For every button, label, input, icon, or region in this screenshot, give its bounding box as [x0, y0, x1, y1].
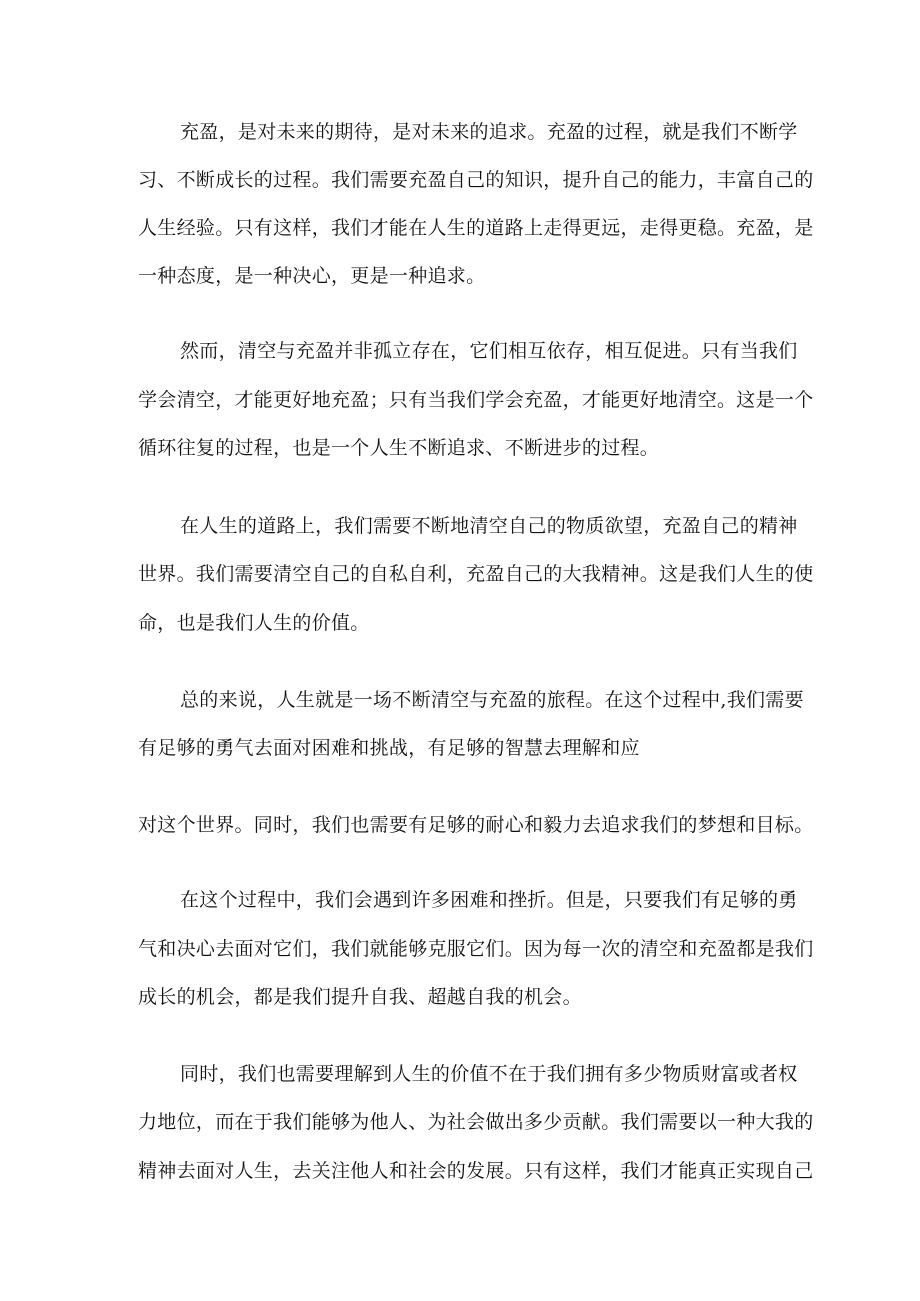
paragraph-2-line-1: 然而，清空与充盈并非孤立存在，它们相互依存，相互促进。只有当我们: [180, 340, 798, 362]
paragraph-4-line-1: 总的来说，人生就是一场不断清空与充盈的旅程。在这个过程中,我们需要: [180, 689, 804, 711]
paragraph-6-line-3: 成长的机会，都是我们提升自我、超越自我的机会。: [138, 986, 582, 1008]
paragraph-2-line-3: 循环往复的过程，也是一个人生不断追求、不断进步的过程。: [138, 437, 660, 459]
paragraph-6-line-2: 气和决心去面对它们，我们就能够克服它们。因为每一次的清空和充盈都是我们: [138, 938, 814, 960]
paragraph-5-line-1: 对这个世界。同时，我们也需要有足够的耐心和毅力去追求我们的梦想和目标。: [138, 814, 814, 836]
paragraph-1-line-3: 人生经验。只有这样，我们才能在人生的道路上走得更远，走得更稳。充盈，是: [138, 217, 814, 239]
paragraph-6-line-1: 在这个过程中，我们会遇到许多困难和挫折。但是，只要我们有足够的勇: [180, 889, 798, 911]
paragraph-1-line-2: 习、不断成长的过程。我们需要充盈自己的知识，提升自己的能力，丰富自己的: [138, 169, 814, 191]
paragraph-2-line-2: 学会清空，才能更好地充盈；只有当我们学会充盈，才能更好地清空。这是一个: [138, 389, 814, 411]
paragraph-7-line-2: 力地位，而在于我们能够为他人、为社会做出多少贡献。我们需要以一种大我的: [138, 1111, 814, 1133]
paragraph-3-line-2: 世界。我们需要清空自己的自私自利，充盈自己的大我精神。这是我们人生的使: [138, 563, 814, 585]
paragraph-7-line-1: 同时，我们也需要理解到人生的价值不在于我们拥有多少物质财富或者权: [180, 1063, 798, 1085]
paragraph-1-line-1: 充盈，是对未来的期待，是对未来的追求。充盈的过程，就是我们不断学: [180, 121, 798, 143]
paragraph-7-line-3: 精神去面对人生，去关注他人和社会的发展。只有这样，我们才能真正实现自己: [138, 1160, 814, 1182]
paragraph-3-line-1: 在人生的道路上，我们需要不断地清空自己的物质欲望，充盈自己的精神: [180, 515, 798, 537]
paragraph-4-line-2: 有足够的勇气去面对困难和挑战，有足够的智慧去理解和应: [138, 737, 640, 759]
paragraph-1-line-4: 一种态度，是一种决心，更是一种追求。: [138, 265, 486, 287]
paragraph-3-line-3: 命，也是我们人生的价值。: [138, 612, 370, 634]
